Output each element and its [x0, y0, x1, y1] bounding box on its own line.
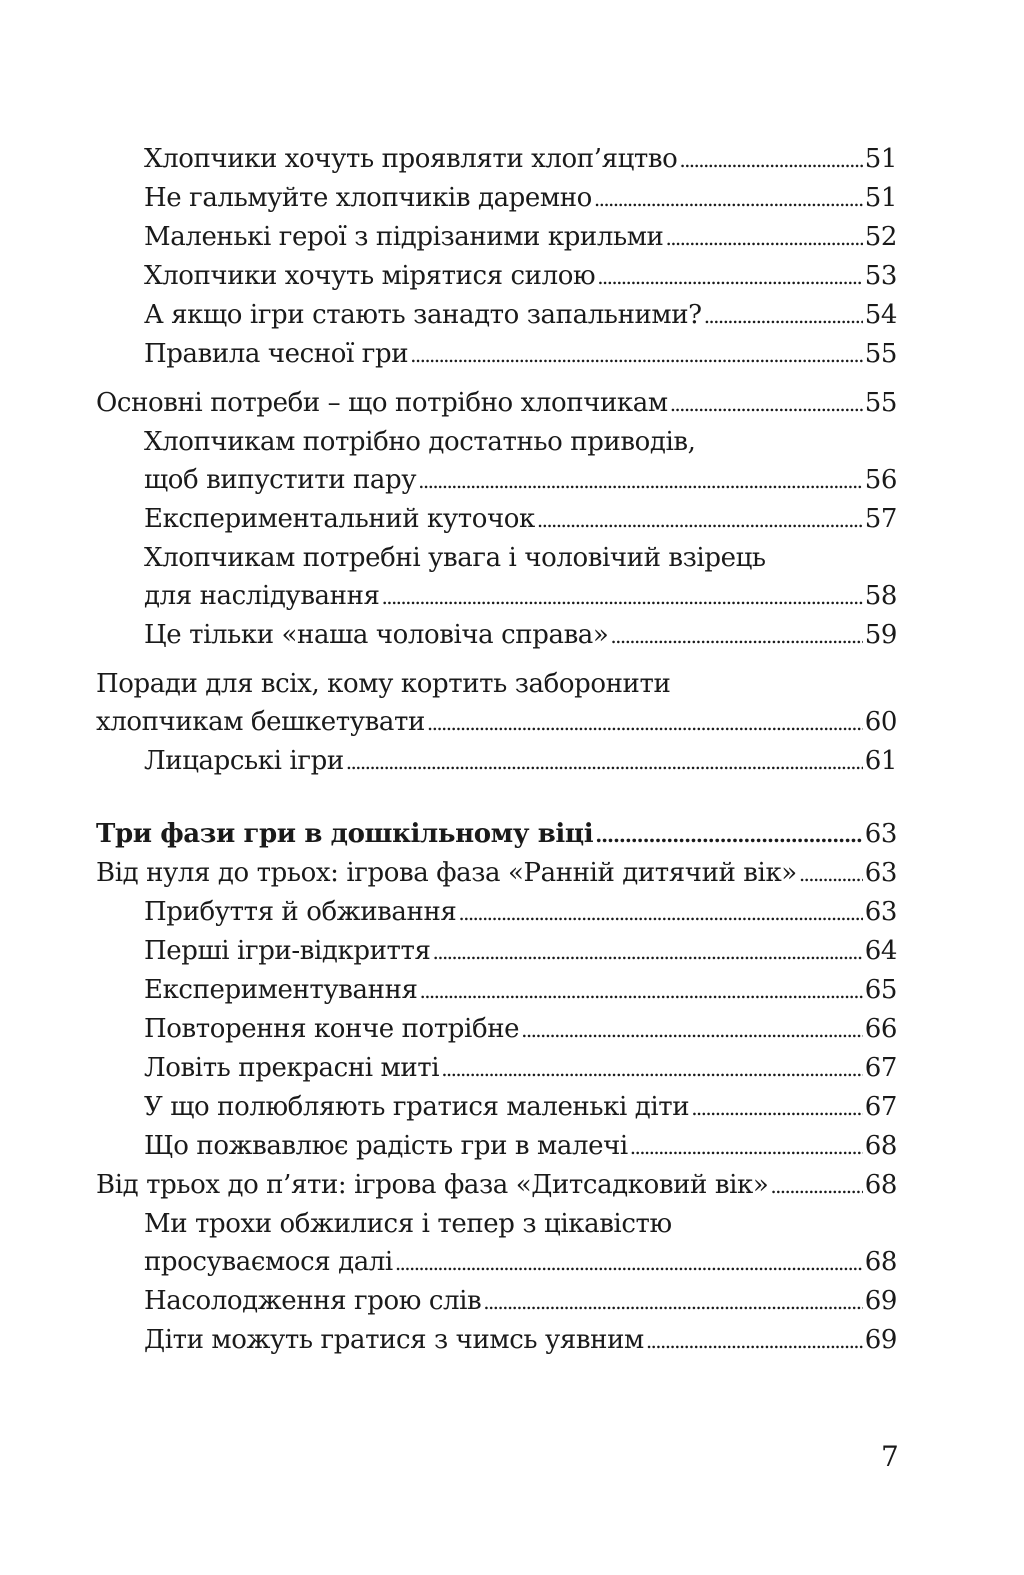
toc-entry-page: 63 [864, 897, 897, 927]
table-of-contents [96, 140, 897, 1360]
toc-section-title: Основні потреби – що потрібно хлопчикам [96, 388, 668, 418]
toc-section [96, 384, 897, 423]
toc-section [96, 854, 897, 893]
dot-leader [382, 577, 863, 616]
dot-leader [670, 384, 863, 423]
toc-entry-page: 61 [864, 746, 897, 776]
toc-entry-title: щоб випустити пару [144, 465, 417, 495]
toc-entry-page: 57 [864, 504, 897, 534]
dot-leader [441, 1049, 863, 1088]
toc-entry-page: 53 [864, 261, 897, 291]
dot-leader [610, 616, 862, 655]
toc-entry-title: для наслідування [144, 581, 380, 611]
toc-entry-title: Хлопчики хочуть мірятися силою [144, 261, 596, 291]
dot-leader [395, 1243, 863, 1282]
dot-leader [427, 703, 863, 742]
toc-chapter-page: 63 [864, 819, 897, 849]
dot-leader [646, 1321, 863, 1360]
toc-entry [96, 1243, 897, 1282]
toc-entry-title-line: Ми трохи обжилися і тепер з цікавістю [144, 1209, 672, 1239]
dot-leader [799, 854, 863, 893]
toc-entry [96, 932, 897, 971]
toc-entry-title-line: Хлопчикам потребні увага і чоловічий взірець [144, 543, 766, 573]
toc-section-page: 63 [864, 858, 897, 888]
dot-leader [597, 257, 863, 296]
toc-entry [96, 893, 897, 932]
toc-entry [96, 218, 897, 257]
toc-entry-title: Повторення конче потрібне [144, 1014, 520, 1044]
toc-section [96, 1166, 897, 1205]
toc-entry-page: 55 [864, 339, 897, 369]
toc-section-title: хлопчикам бешкетувати [96, 707, 425, 737]
dot-leader [433, 932, 863, 971]
toc-entry [96, 461, 897, 500]
toc-entry [96, 140, 897, 179]
toc-entry [96, 1010, 897, 1049]
dot-leader [594, 179, 863, 218]
toc-entry [96, 577, 897, 616]
toc-entry-title: Правила чесної гри [144, 339, 409, 369]
toc-entry-page: 66 [864, 1014, 897, 1044]
toc-chapter-title: Три фази гри в дошкільному віці [96, 819, 594, 849]
toc-entry-title: Маленькі герої з підрізаними крильми [144, 222, 664, 252]
toc-section-title-line: Поради для всіх, кому кортить заборонити [96, 669, 671, 699]
toc-entry [96, 1088, 897, 1127]
toc-entry-title: Лицарські ігри [144, 746, 344, 776]
toc-entry [96, 296, 897, 335]
dot-leader [521, 1010, 863, 1049]
toc-entry-title-line: Хлопчикам потрібно достатньо приводів, [144, 427, 696, 457]
dot-leader [704, 296, 863, 335]
toc-entry-title: Не гальмуйте хлопчиків даремно [144, 183, 592, 213]
toc-entry [96, 1049, 897, 1088]
toc-entry-title: Що пожвавлює радість гри в малечі [144, 1131, 628, 1161]
toc-entry-title: Насолодження грою слів [144, 1286, 482, 1316]
toc-entry-page: 52 [864, 222, 897, 252]
toc-entry-title: Ловіть прекрасні миті [144, 1053, 440, 1083]
toc-entry-title: Прибуття й обживання [144, 897, 457, 927]
dot-leader [458, 893, 862, 932]
toc-entry-page: 67 [864, 1053, 897, 1083]
toc-section-page: 55 [864, 388, 897, 418]
dot-leader [666, 218, 863, 257]
toc-entry-page: 68 [864, 1131, 897, 1161]
toc-entry [96, 500, 897, 539]
dot-leader [346, 742, 863, 781]
toc-entry-page: 51 [864, 183, 897, 213]
toc-entry-title: Експериментальний куточок [144, 504, 535, 534]
toc-entry-title: Експериментування [144, 975, 418, 1005]
toc-section-page: 68 [864, 1170, 897, 1200]
toc-entry-page: 59 [864, 620, 897, 650]
toc-entry-page: 65 [864, 975, 897, 1005]
toc-entry-page: 58 [864, 581, 897, 611]
toc-entry [96, 742, 897, 781]
toc-entry [96, 335, 897, 374]
dot-leader [410, 335, 863, 374]
dot-leader [537, 500, 863, 539]
toc-entry-title: Перші ігри-відкриття [144, 936, 431, 966]
toc-entry-title: Це тільки «наша чоловіча справа» [144, 620, 609, 650]
toc-entry-page: 69 [864, 1325, 897, 1355]
dot-leader [679, 140, 862, 179]
toc-entry-page: 68 [864, 1247, 897, 1277]
toc-entry-title: Хлопчики хочуть проявляти хлоп’яцтво [144, 144, 678, 174]
dot-leader [420, 971, 863, 1010]
toc-entry-page: 51 [864, 144, 897, 174]
toc-section-title: Від трьох до п’яти: ігрова фаза «Дитсадковий вік» [96, 1170, 769, 1200]
toc-entry-page: 67 [864, 1092, 897, 1122]
toc-section [96, 703, 897, 742]
toc-entry [96, 1321, 897, 1360]
toc-entry [96, 257, 897, 296]
toc-entry-page: 56 [864, 465, 897, 495]
toc-entry-page: 64 [864, 936, 897, 966]
toc-entry-title: У що полюбляють гратися маленькі діти [144, 1092, 690, 1122]
toc-entry [96, 179, 897, 218]
toc-entry [96, 971, 897, 1010]
toc-entry-title: Діти можуть гратися з чимсь уявним [144, 1325, 644, 1355]
toc-chapter [96, 815, 897, 854]
dot-leader [770, 1166, 862, 1205]
toc-entry [96, 616, 897, 655]
dot-leader [691, 1088, 863, 1127]
dot-leader [483, 1282, 862, 1321]
toc-entry [96, 1282, 897, 1321]
toc-entry-page: 69 [864, 1286, 897, 1316]
dot-leader [630, 1127, 863, 1166]
dot-leader [418, 461, 863, 500]
toc-section-page: 60 [864, 707, 897, 737]
toc-entry-page: 54 [864, 300, 897, 330]
dot-leader [595, 815, 863, 854]
page-number: 7 [881, 1440, 899, 1473]
toc-section-title: Від нуля до трьох: ігрова фаза «Ранній дитячий вік» [96, 858, 797, 888]
toc-entry-title: просуваємося далі [144, 1247, 393, 1277]
toc-entry [96, 1127, 897, 1166]
toc-entry-title: А якщо ігри стають занадто запальними? [144, 300, 702, 330]
